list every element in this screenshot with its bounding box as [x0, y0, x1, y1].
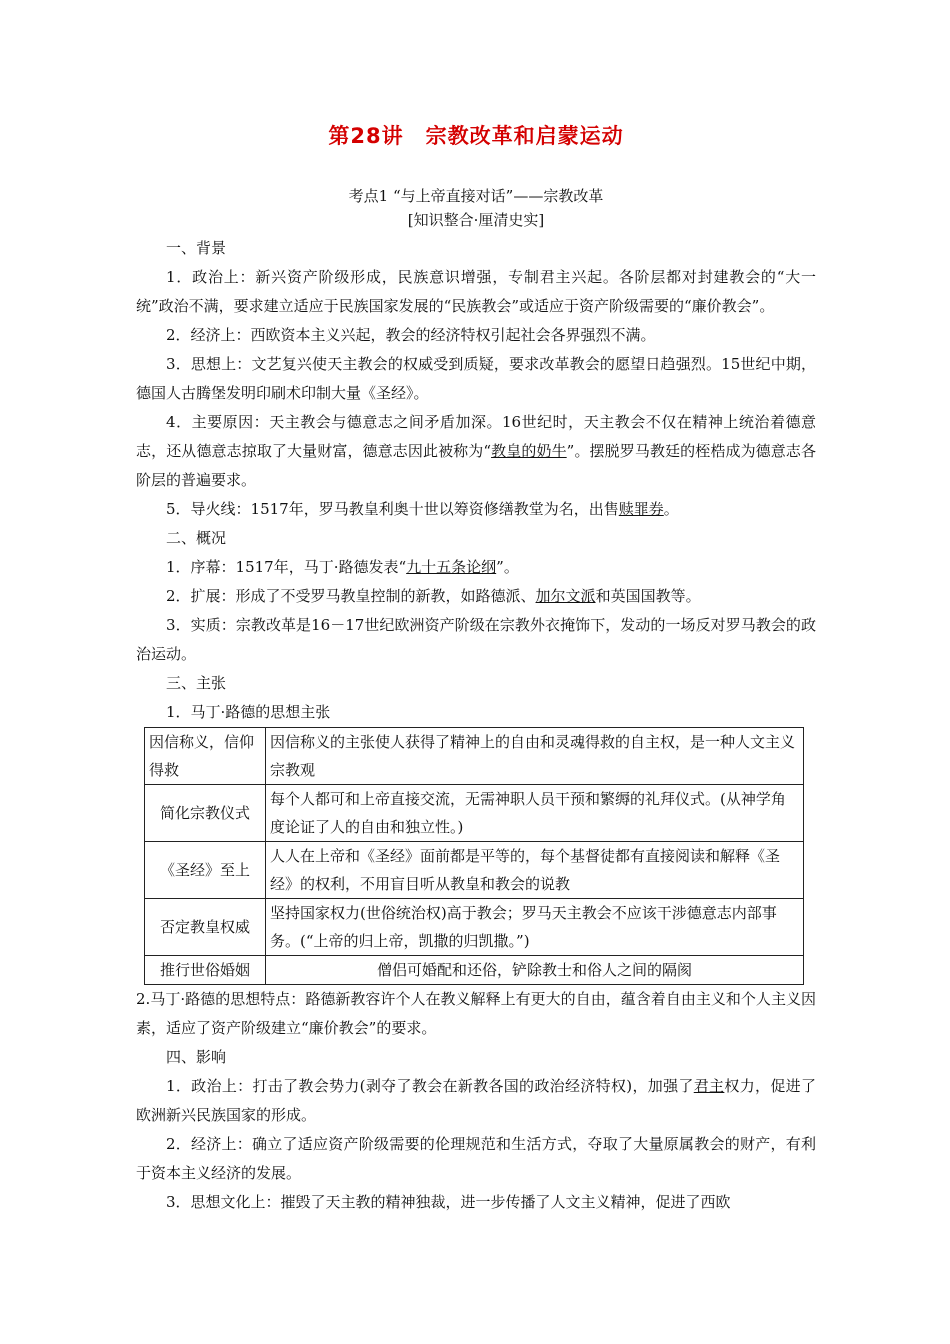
document-page: [136, 120, 816, 1217]
impact-p3: 3．思想文化上：摧毁了天主教的精神独裁，进一步传播了人文主义精神，促进了西欧: [166, 1193, 731, 1211]
underlined-term: 九十五条论纲: [406, 558, 497, 576]
text: 。: [663, 500, 679, 518]
table-row: [145, 785, 804, 842]
underlined-term: 君主: [693, 1077, 725, 1095]
text: 1．序幕：1517年，马丁·路德发表“: [166, 558, 407, 576]
background-p1: 1．政治上：新兴资产阶级形成，民族意识增强，专制君主兴起。各阶层都对封建教会的“大一统”政治不满，要求建立适应于民族国家发展的“民族教会”或适应于资产阶级需要的“廉价教会”。: [136, 268, 816, 315]
table-cell-text: 每个人都可和上帝直接交流，无需神职人员干预和繁缛的礼拜仪式。(从神学角度论证了人的自由和独立性。): [266, 785, 804, 842]
underlined-term: 教皇的奶牛: [491, 442, 567, 460]
background-p5: [136, 495, 816, 524]
overview-p3: 3．实质：宗教改革是16－17世纪欧洲资产阶级在宗教外衣掩饰下，发动的一场反对罗马教会的政治运动。: [136, 616, 816, 663]
table-row: [145, 842, 804, 899]
text: 4．主要原因：天主教会与德意志之间矛盾加深。16世纪时，天主教会不仅在精神上统治着德意志，还从德意志掠取了大量财富，德意志因此被称为“: [136, 413, 816, 460]
overview-p1: [136, 553, 816, 582]
claims-p2: 2.马丁·路德的思想特点：路德新教容许个人在教义解释上有更大的自由，蕴含着自由主义和个人主义因素，适应了资产阶级建立“廉价教会”的要求。: [136, 990, 816, 1037]
table-cell-text: 坚持国家权力(世俗统治权)高于教会；罗马天主教会不应该干涉德意志内部事务。(“上帝的归上帝，凯撒的归凯撒。”): [266, 899, 804, 956]
table-cell-label: 否定教皇权威: [145, 899, 266, 956]
text: 2．扩展：形成了不受罗马教皇控制的新教，如路德派、: [166, 587, 536, 605]
claims-subheading: 1．马丁·路德的思想主张: [166, 703, 331, 721]
table-cell-label: 《圣经》至上: [145, 842, 266, 899]
luther-claims-table: [144, 727, 804, 985]
table-row: [145, 728, 804, 785]
table-cell-label: 推行世俗婚姻: [145, 956, 266, 985]
table-row: [145, 956, 804, 985]
impact-p2: 2．经济上：确立了适应资产阶级需要的伦理规范和生活方式，夺取了大量原属教会的财产，有利于资本主义经济的发展。: [136, 1135, 816, 1182]
overview-heading: 二、概况: [166, 529, 227, 547]
table-cell-text: 因信称义的主张使人获得了精神上的自由和灵魂得救的自主权，是一种人文主义宗教观: [266, 728, 804, 785]
text: 权力，促进了欧洲新兴民族国家的形成。: [136, 1077, 816, 1124]
table-cell-text: 僧侣可婚配和还俗，铲除教士和俗人之间的隔阂: [266, 956, 804, 985]
underlined-term: 赎罪券: [618, 500, 664, 518]
claims-heading: 三、主张: [166, 674, 227, 692]
impact-heading: 四、影响: [166, 1048, 227, 1066]
text: 1．政治上：打击了教会势力(剥夺了教会在新教各国的政治经济特权)，加强了: [166, 1077, 694, 1095]
background-p3: 3．思想上：文艺复兴使天主教会的权威受到质疑，要求改革教会的愿望日趋强烈。15世纪中期，德国人古腾堡发明印刷术印制大量《圣经》。: [136, 355, 816, 402]
underlined-term: 加尔文派: [535, 587, 596, 605]
text: 和英国国教等。: [595, 587, 701, 605]
background-heading: 一、背景: [166, 239, 227, 257]
lesson-number: 第28讲: [328, 124, 404, 148]
section-heading: 考点1 “与上帝直接对话”——宗教改革: [348, 187, 604, 205]
table-cell-label: 简化宗教仪式: [145, 785, 266, 842]
lesson-name: 宗教改革和启蒙运动: [425, 124, 624, 148]
table-cell-label: 因信称义，信仰得救: [145, 728, 266, 785]
impact-p1: [136, 1072, 816, 1130]
text: ”。: [496, 558, 519, 576]
overview-p2: [136, 582, 816, 611]
text: 5．导火线：1517年，罗马教皇利奥十世以筹资修缮教堂为名，出售: [166, 500, 619, 518]
text: ”。摆脱罗马教廷的桎梏成为德意志各阶层的普遍要求。: [136, 442, 816, 489]
section-subheading: [知识整合·厘清史实]: [407, 211, 545, 229]
background-p4: [136, 408, 816, 495]
background-p2: 2．经济上：西欧资本主义兴起，教会的经济特权引起社会各界强烈不满。: [166, 326, 656, 344]
lesson-title: [136, 120, 816, 150]
table-row: [145, 899, 804, 956]
table-cell-text: 人人在上帝和《圣经》面前都是平等的，每个基督徒都有直接阅读和解释《圣经》的权利，不用盲目听从教皇和教会的说教: [266, 842, 804, 899]
